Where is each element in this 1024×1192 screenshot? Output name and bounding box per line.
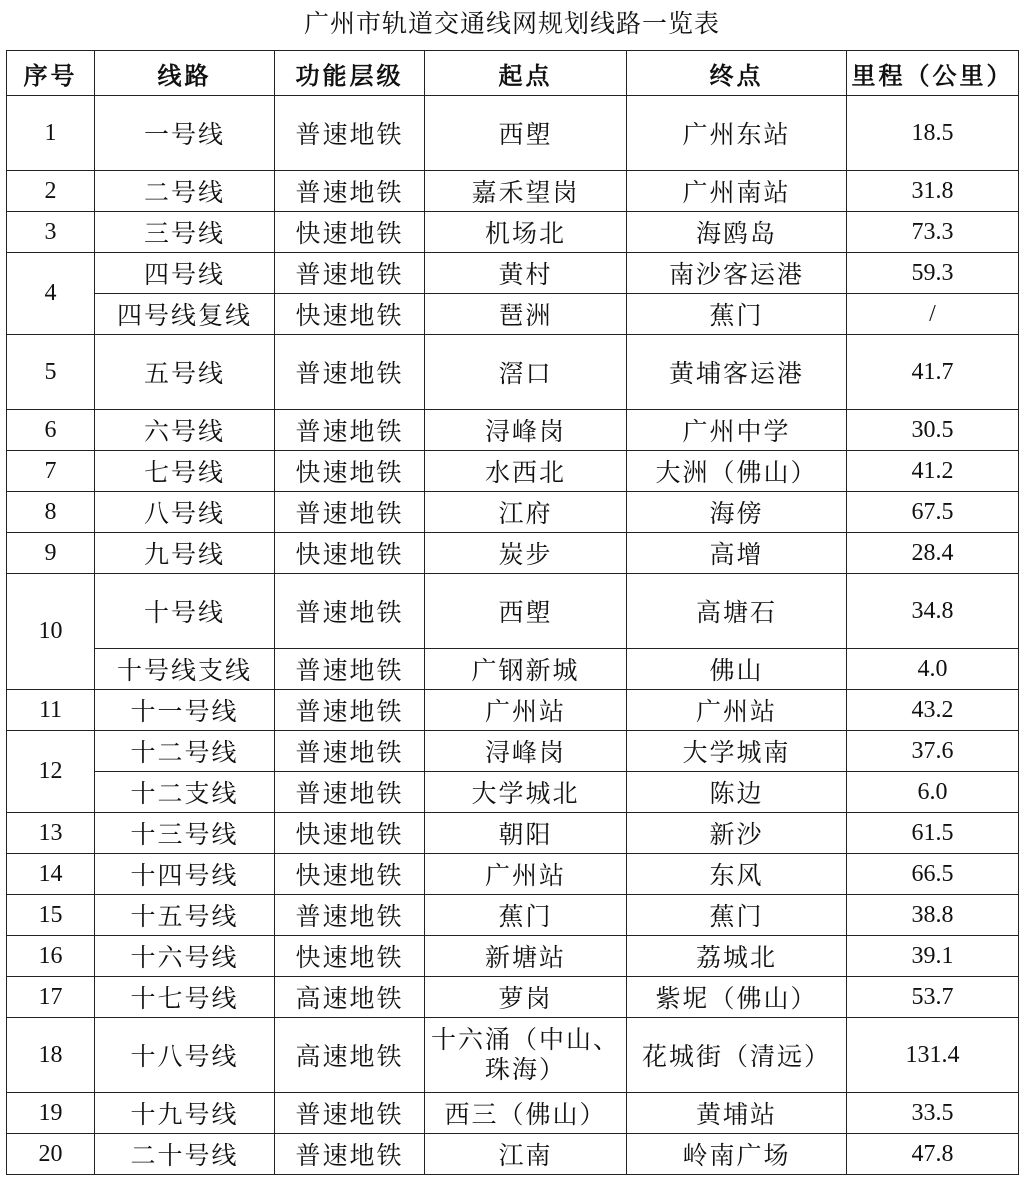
cell-no: 10 xyxy=(7,574,95,690)
cell-start: 广州站 xyxy=(425,854,627,895)
cell-level: 快速地铁 xyxy=(275,533,425,574)
header-end: 终点 xyxy=(627,51,847,96)
table-row xyxy=(7,410,1019,451)
cell-line: 九号线 xyxy=(95,533,275,574)
cell-line: 七号线 xyxy=(95,451,275,492)
metro-lines-table xyxy=(6,50,1019,1175)
cell-level: 普速地铁 xyxy=(275,253,425,294)
table-row xyxy=(7,813,1019,854)
cell-km: 37.6 xyxy=(847,731,1019,772)
table-row xyxy=(7,294,1019,335)
table-row xyxy=(7,936,1019,977)
cell-level: 普速地铁 xyxy=(275,772,425,813)
cell-start: 西塱 xyxy=(425,574,627,649)
cell-level: 快速地铁 xyxy=(275,936,425,977)
cell-start: 萝岗 xyxy=(425,977,627,1018)
cell-end: 陈边 xyxy=(627,772,847,813)
cell-no: 18 xyxy=(7,1018,95,1093)
cell-end: 蕉门 xyxy=(627,294,847,335)
cell-end: 广州中学 xyxy=(627,410,847,451)
cell-level: 普速地铁 xyxy=(275,1134,425,1175)
cell-level: 高速地铁 xyxy=(275,1018,425,1093)
cell-end: 高塘石 xyxy=(627,574,847,649)
cell-line: 一号线 xyxy=(95,96,275,171)
table-row xyxy=(7,253,1019,294)
cell-line: 十九号线 xyxy=(95,1093,275,1134)
cell-km: 66.5 xyxy=(847,854,1019,895)
table-row xyxy=(7,1018,1019,1093)
table-row xyxy=(7,772,1019,813)
cell-no: 7 xyxy=(7,451,95,492)
cell-end: 花城街（清远） xyxy=(627,1018,847,1093)
cell-line: 三号线 xyxy=(95,212,275,253)
cell-line: 十四号线 xyxy=(95,854,275,895)
cell-km: 59.3 xyxy=(847,253,1019,294)
cell-start: 浔峰岗 xyxy=(425,410,627,451)
cell-level: 普速地铁 xyxy=(275,649,425,690)
cell-start: 西三（佛山） xyxy=(425,1093,627,1134)
cell-line: 十二支线 xyxy=(95,772,275,813)
table-row xyxy=(7,731,1019,772)
cell-line: 十号线 xyxy=(95,574,275,649)
header-km: 里程（公里） xyxy=(847,51,1019,96)
table-row xyxy=(7,977,1019,1018)
document-title: 广州市轨道交通线网规划线路一览表 xyxy=(303,9,720,38)
table-row xyxy=(7,1093,1019,1134)
cell-end: 佛山 xyxy=(627,649,847,690)
cell-end: 高增 xyxy=(627,533,847,574)
cell-line: 十五号线 xyxy=(95,895,275,936)
header-line: 线路 xyxy=(95,51,275,96)
cell-km: 73.3 xyxy=(847,212,1019,253)
cell-line: 十三号线 xyxy=(95,813,275,854)
cell-level: 普速地铁 xyxy=(275,574,425,649)
cell-km: 41.7 xyxy=(847,335,1019,410)
cell-km: 6.0 xyxy=(847,772,1019,813)
cell-start: 琶洲 xyxy=(425,294,627,335)
cell-level: 普速地铁 xyxy=(275,492,425,533)
cell-km: 30.5 xyxy=(847,410,1019,451)
cell-start: 机场北 xyxy=(425,212,627,253)
cell-start: 嘉禾望岗 xyxy=(425,171,627,212)
cell-km: 34.8 xyxy=(847,574,1019,649)
cell-start: 浔峰岗 xyxy=(425,731,627,772)
cell-no: 15 xyxy=(7,895,95,936)
cell-no: 6 xyxy=(7,410,95,451)
cell-start: 蕉门 xyxy=(425,895,627,936)
cell-level: 快速地铁 xyxy=(275,451,425,492)
cell-no: 13 xyxy=(7,813,95,854)
table-row xyxy=(7,574,1019,649)
cell-start: 江府 xyxy=(425,492,627,533)
cell-line: 十一号线 xyxy=(95,690,275,731)
table-header-row xyxy=(7,51,1019,96)
table-row xyxy=(7,533,1019,574)
table-row xyxy=(7,492,1019,533)
table-row xyxy=(7,212,1019,253)
cell-km: 28.4 xyxy=(847,533,1019,574)
table-row xyxy=(7,854,1019,895)
table-row xyxy=(7,171,1019,212)
cell-end: 大学城南 xyxy=(627,731,847,772)
cell-start: 朝阳 xyxy=(425,813,627,854)
cell-no: 9 xyxy=(7,533,95,574)
header-no: 序号 xyxy=(7,51,95,96)
cell-no: 3 xyxy=(7,212,95,253)
cell-start: 黄村 xyxy=(425,253,627,294)
cell-level: 普速地铁 xyxy=(275,335,425,410)
header-start: 起点 xyxy=(425,51,627,96)
cell-start: 西塱 xyxy=(425,96,627,171)
cell-km: / xyxy=(847,294,1019,335)
cell-km: 41.2 xyxy=(847,451,1019,492)
cell-no: 11 xyxy=(7,690,95,731)
cell-start: 十六涌（中山、珠海） xyxy=(425,1018,627,1093)
cell-line: 十号线支线 xyxy=(95,649,275,690)
cell-level: 普速地铁 xyxy=(275,96,425,171)
cell-km: 61.5 xyxy=(847,813,1019,854)
cell-end: 荔城北 xyxy=(627,936,847,977)
cell-line: 六号线 xyxy=(95,410,275,451)
cell-end: 广州站 xyxy=(627,690,847,731)
table-row xyxy=(7,895,1019,936)
cell-end: 广州东站 xyxy=(627,96,847,171)
table-row xyxy=(7,690,1019,731)
cell-no: 1 xyxy=(7,96,95,171)
cell-end: 蕉门 xyxy=(627,895,847,936)
cell-no: 19 xyxy=(7,1093,95,1134)
cell-km: 38.8 xyxy=(847,895,1019,936)
cell-no: 14 xyxy=(7,854,95,895)
cell-no: 8 xyxy=(7,492,95,533)
cell-start: 新塘站 xyxy=(425,936,627,977)
cell-km: 47.8 xyxy=(847,1134,1019,1175)
cell-start: 大学城北 xyxy=(425,772,627,813)
cell-end: 东风 xyxy=(627,854,847,895)
cell-no: 20 xyxy=(7,1134,95,1175)
table-row xyxy=(7,335,1019,410)
table-row xyxy=(7,96,1019,171)
cell-start: 江南 xyxy=(425,1134,627,1175)
cell-no: 4 xyxy=(7,253,95,335)
cell-line: 十七号线 xyxy=(95,977,275,1018)
cell-no: 12 xyxy=(7,731,95,813)
header-level: 功能层级 xyxy=(275,51,425,96)
cell-km: 67.5 xyxy=(847,492,1019,533)
cell-line: 四号线复线 xyxy=(95,294,275,335)
cell-level: 快速地铁 xyxy=(275,212,425,253)
cell-level: 快速地铁 xyxy=(275,294,425,335)
table-row xyxy=(7,1134,1019,1175)
cell-start: 滘口 xyxy=(425,335,627,410)
cell-end: 广州南站 xyxy=(627,171,847,212)
cell-end: 大洲（佛山） xyxy=(627,451,847,492)
cell-no: 16 xyxy=(7,936,95,977)
cell-end: 新沙 xyxy=(627,813,847,854)
cell-km: 53.7 xyxy=(847,977,1019,1018)
cell-level: 普速地铁 xyxy=(275,1093,425,1134)
cell-start: 广州站 xyxy=(425,690,627,731)
cell-level: 普速地铁 xyxy=(275,731,425,772)
cell-line: 八号线 xyxy=(95,492,275,533)
table-row xyxy=(7,649,1019,690)
cell-level: 普速地铁 xyxy=(275,171,425,212)
cell-end: 岭南广场 xyxy=(627,1134,847,1175)
cell-level: 普速地铁 xyxy=(275,410,425,451)
cell-no: 2 xyxy=(7,171,95,212)
cell-level: 快速地铁 xyxy=(275,813,425,854)
cell-km: 18.5 xyxy=(847,96,1019,171)
cell-line: 二号线 xyxy=(95,171,275,212)
cell-start: 广钢新城 xyxy=(425,649,627,690)
cell-km: 4.0 xyxy=(847,649,1019,690)
cell-km: 33.5 xyxy=(847,1093,1019,1134)
cell-no: 17 xyxy=(7,977,95,1018)
cell-end: 紫坭（佛山） xyxy=(627,977,847,1018)
cell-start: 水西北 xyxy=(425,451,627,492)
cell-km: 131.4 xyxy=(847,1018,1019,1093)
cell-level: 普速地铁 xyxy=(275,895,425,936)
cell-start: 炭步 xyxy=(425,533,627,574)
cell-level: 普速地铁 xyxy=(275,690,425,731)
cell-end: 黄埔客运港 xyxy=(627,335,847,410)
cell-line: 五号线 xyxy=(95,335,275,410)
cell-line: 四号线 xyxy=(95,253,275,294)
cell-km: 43.2 xyxy=(847,690,1019,731)
cell-end: 南沙客运港 xyxy=(627,253,847,294)
cell-line: 十二号线 xyxy=(95,731,275,772)
cell-end: 海鸥岛 xyxy=(627,212,847,253)
table-row xyxy=(7,451,1019,492)
cell-line: 二十号线 xyxy=(95,1134,275,1175)
cell-end: 海傍 xyxy=(627,492,847,533)
cell-line: 十八号线 xyxy=(95,1018,275,1093)
cell-end: 黄埔站 xyxy=(627,1093,847,1134)
cell-no: 5 xyxy=(7,335,95,410)
cell-km: 31.8 xyxy=(847,171,1019,212)
cell-level: 快速地铁 xyxy=(275,854,425,895)
cell-km: 39.1 xyxy=(847,936,1019,977)
cell-level: 高速地铁 xyxy=(275,977,425,1018)
cell-line: 十六号线 xyxy=(95,936,275,977)
